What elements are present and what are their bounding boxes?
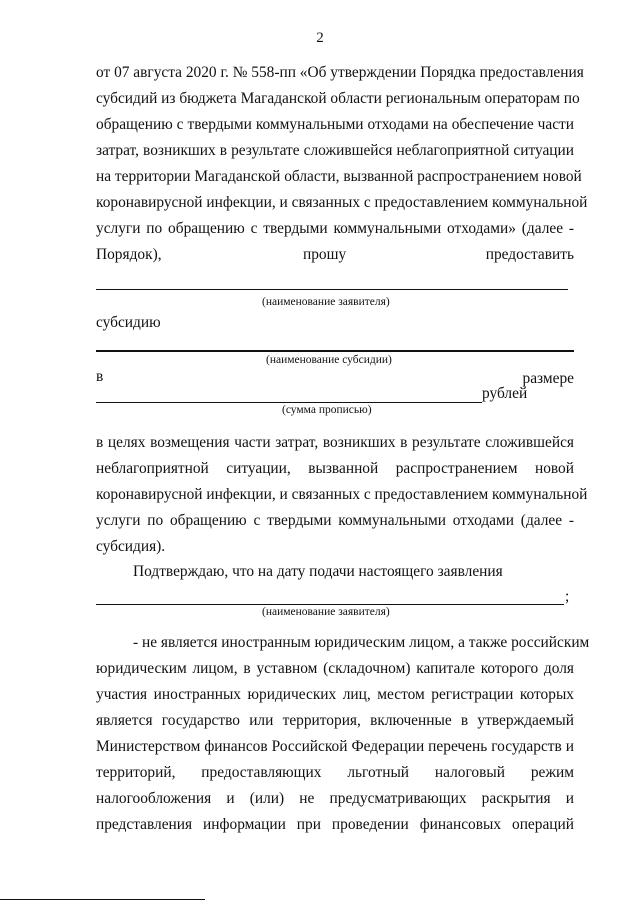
- text-word: прошу: [303, 246, 347, 263]
- text-line: услуги по обращению с твердыми коммунальными отходами (далее -: [96, 512, 574, 529]
- text-line: налогообложения и (или) не предусматривающих раскрытия и: [96, 790, 574, 807]
- applicant-name-blank-2: [96, 604, 564, 605]
- subsidy-word: субсидию: [96, 314, 161, 331]
- amount-caption: (сумма прописью): [282, 404, 372, 416]
- text-line: субсидия).: [96, 538, 166, 555]
- text-line: услуги по обращению с твердыми коммунальными отходами» (далее -: [96, 220, 574, 237]
- amount-blank: [96, 402, 482, 403]
- text-line: Министерством финансов Российской Федерации перечень государств и: [96, 738, 574, 755]
- text-line: от 07 августа 2020 г. № 558-пп «Об утверждении Порядка предоставления: [96, 64, 584, 81]
- text-line: коронавирусной инфекции, и связанных с предоставлением коммунальной: [96, 486, 588, 503]
- text-line: юридическим лицом, в уставном (складочном) капитале которого доля: [96, 660, 574, 677]
- applicant-name-caption-2: (наименование заявителя): [262, 606, 390, 618]
- in-word: в: [96, 368, 104, 385]
- text-line: на территории Магаданской области, вызванной распространением новой: [96, 168, 582, 185]
- text-word: Порядок),: [96, 246, 162, 263]
- text-line: затрат, возникших в результате сложившейся неблагоприятной ситуации: [96, 142, 574, 159]
- text-line: субсидий из бюджета Магаданской области региональным операторам по: [96, 90, 580, 107]
- text-line: обращению с твердыми коммунальными отходами на обеспечение части: [96, 116, 574, 133]
- size-word: размере: [522, 370, 574, 387]
- rubles-word: рублей: [482, 385, 528, 402]
- subsidy-name-caption: (наименование субсидии): [266, 354, 392, 366]
- text-line: представления информации при проведении финансовых операций: [96, 816, 574, 833]
- subsidy-name-blank: [96, 350, 574, 352]
- page-number: 2: [316, 30, 324, 46]
- footnote-separator: [0, 899, 205, 900]
- applicant-name-caption: (наименование заявителя): [262, 296, 390, 308]
- applicant-name-blank: [96, 289, 568, 290]
- text-line: в целях возмещения части затрат, возникших в результате сложившейся: [96, 434, 574, 451]
- confirm-line: Подтверждаю, что на дату подачи настоящего заявления: [133, 563, 503, 580]
- text-line: является государство или территория, включенные в утверждаемый: [96, 712, 574, 729]
- text-line: неблагоприятной ситуации, вызванной распространением новой: [96, 460, 574, 477]
- text-line: участия иностранных юридических лиц, местом регистрации которых: [96, 686, 574, 703]
- text-line: территорий, предоставляющих льготный налоговый режим: [96, 764, 574, 781]
- semicolon: ;: [565, 588, 570, 605]
- text-line: коронавирусной инфекции, и связанных с предоставлением коммунальной: [96, 194, 588, 211]
- text-line: - не является иностранным юридическим лицом, а также российским: [133, 634, 590, 651]
- text-word: предоставить: [485, 246, 574, 263]
